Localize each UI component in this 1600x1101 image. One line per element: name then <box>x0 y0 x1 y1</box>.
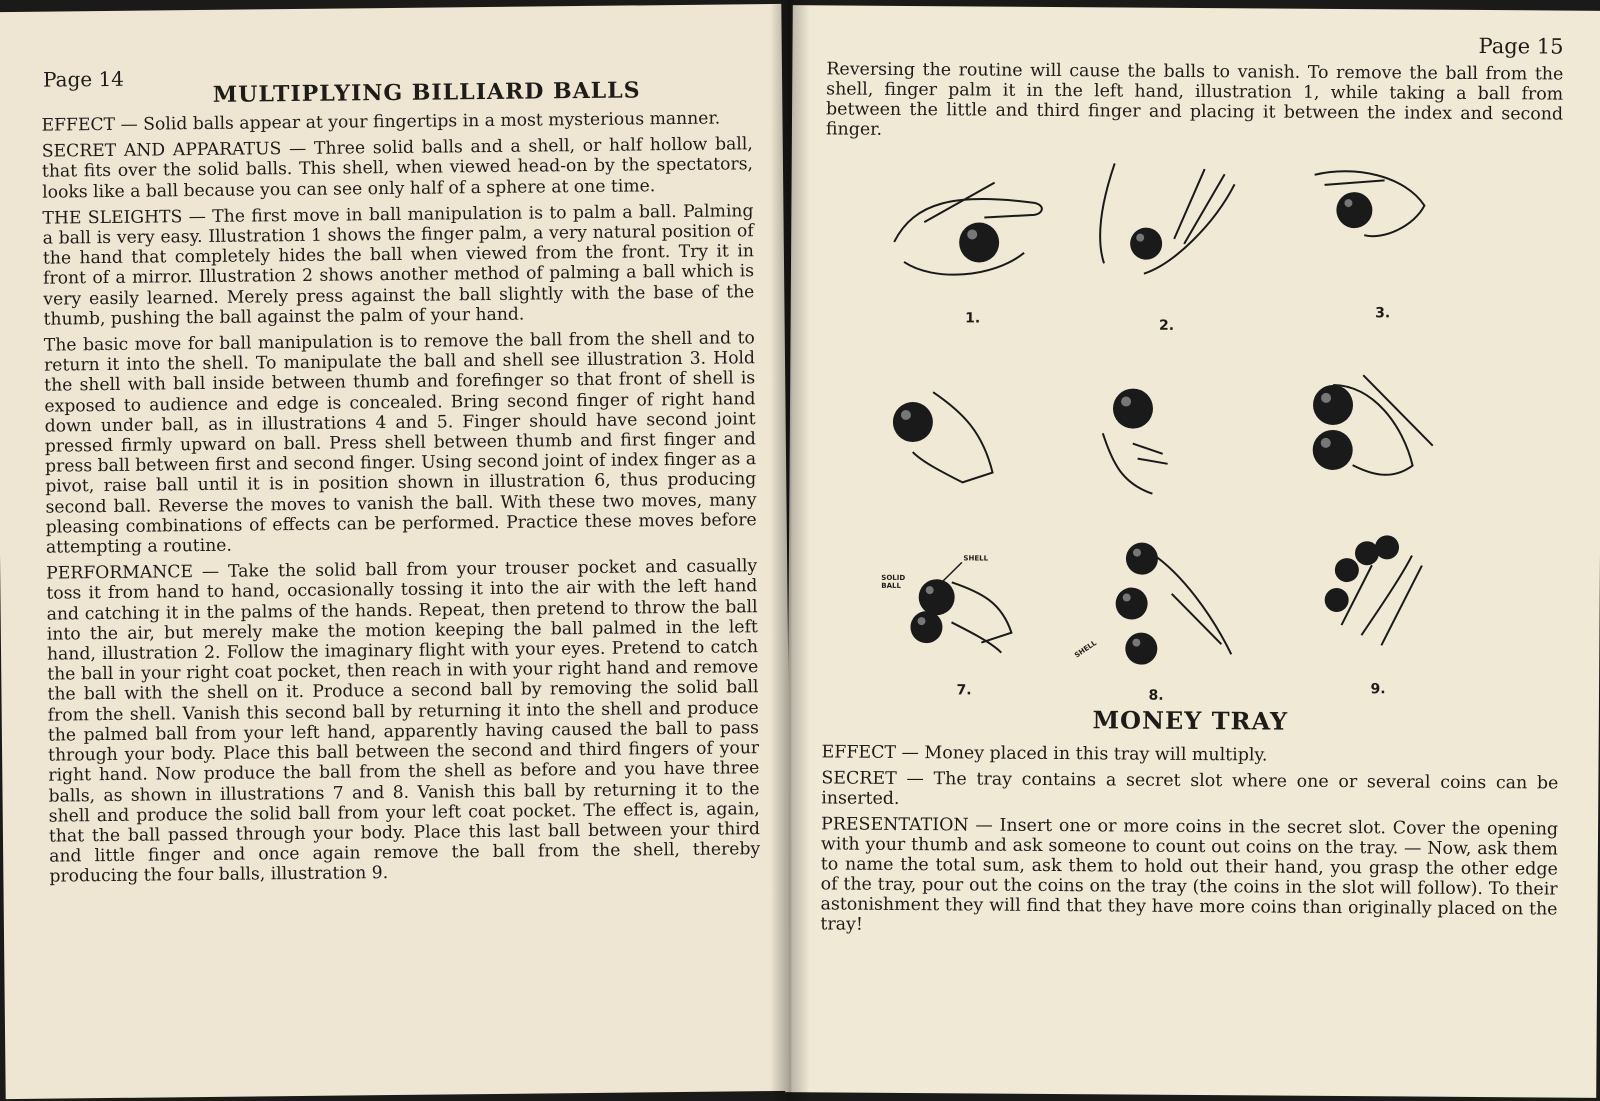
hand-ball-raise-icon <box>1082 363 1263 514</box>
paragraph-secret-apparatus: SECRET AND APPARATUS — Three solid balls and a shell, or half hollow ball, that fits over the solid balls. This shell, when viewed head-on by the spectators, looks like a ball because you can see only half of a sphere at one time. <box>41 134 754 203</box>
hand-two-balls-icon <box>1292 365 1473 516</box>
hand-solid-ball-shell-icon <box>881 542 1062 693</box>
illustration-label-3: 3. <box>1375 305 1391 322</box>
hand-three-balls-icon <box>1081 533 1262 684</box>
title-money-tray: MONEY TRAY <box>1092 705 1289 736</box>
right-page <box>785 5 1600 1098</box>
illustration-callout-shell-8: SHELL <box>1072 638 1098 660</box>
illustration-label-2: 2. <box>1159 317 1175 334</box>
illustration-label-7: 7. <box>956 682 972 699</box>
illustration-label-9: 9. <box>1370 681 1386 698</box>
left-page <box>0 4 793 1099</box>
illustrations-grid <box>870 162 1514 766</box>
hand-shell-grip-icon <box>1293 145 1474 296</box>
paragraph-tray-effect: EFFECT — Money placed in this tray will multiply. <box>821 742 1268 766</box>
paragraph-tray-secret: SECRET — The tray contains a secret slot where one or several coins can be inserted. <box>821 768 1559 809</box>
hand-four-balls-icon <box>1291 525 1472 676</box>
paragraph-reversing: Reversing the routine will cause the balls to vanish. To remove the ball from the shell, finger palm it in the left hand, illustration 1, while taking a ball from between the little and third finger and placing it between the index and second finger. <box>825 59 1564 140</box>
illustration-callout-solid-ball: SOLID BALL <box>881 573 906 590</box>
paragraph-sleights: THE SLEIGHTS — The first move in ball manipulation is to palm a ball. Palming a ball is very easy. Illustration 1 shows the finger palm, a very natural position of the hand that completely hides the ball when viewed from the front. Try it in front of a mirror. Illustration 2 shows another method of palming a ball which is very easily learned. Merely press against the ball slightly with the base of the thumb, pushing the ball against the palm of your hand. <box>42 201 755 330</box>
page-number-15: Page 15 <box>1478 33 1564 59</box>
title-multiplying-billiard-balls: MULTIPLYING BILLIARD BALLS <box>212 77 641 108</box>
hand-ball-finger-icon <box>872 372 1053 523</box>
illustration-callout-shell: SHELL <box>963 554 989 563</box>
hand-thumb-palm-icon <box>1083 153 1264 304</box>
page-number-14: Page 14 <box>42 66 125 92</box>
illustration-label-1: 1. <box>965 310 981 327</box>
hand-finger-palm-icon <box>883 162 1064 313</box>
paragraph-tray-presentation: PRESENTATION — Insert one or more coins in the secret slot. Cover the opening with your thumb and ask someone to count out coins on the tray. — Now, ask them to name the total sum, ask them to hold out their hand, you grasp the other edge of the tray, pour out the coins on the tray (the coins in the slot will follow). To their astonishment they will find that they have more coins than originally placed on the tray! <box>820 814 1559 935</box>
paragraph-performance: PERFORMANCE — Take the solid ball from your trouser pocket and casually toss it from hand to hand, occasionally tossing it into the air with the left hand and catching it in the palms of the hands. Repeat, then pretend to throw the ball into the air, but merely make the motion keeping the ball palmed in the left hand, illustration 2. Follow the imaginary flight with your eyes. Pretend to catch the ball in your right coat pocket, then reach in with your right hand and remove the ball with the shell on it. Produce a second ball by removing the solid ball from the shell. Vanish this second ball by returning it into the shell and produce the palmed ball from your left hand, apparently having caused the ball to pass through your body. Place this ball between the second and third fingers of your right hand. Now produce the ball from the shell as before and you have three balls, as shown in illustrations 7 and 8. Vanish this ball by returning it to the shell and produce the solid ball from your left coat pocket. The effect is, again, that the ball passed through your body. Place this last ball between your third and little finger and once again remove the ball from the shell, thereby producing the four balls, illustration 9. <box>46 556 761 887</box>
paragraph-effect: EFFECT — Solid balls appear at your fingertips in a most mysterious manner. <box>41 108 721 136</box>
paragraph-basic-move: The basic move for ball manipulation is to remove the ball from the shell and to return it into the shell. To manipulate the ball and shell see illustration 3. Hold the shell with ball inside between thumb and forefinger so that front of shell is exposed to audience and edge is concealed. Bring second finger of right hand down under ball, as in illustrations 4 and 5. Finger should have second joint pressed firmly upward on ball. Press shell between thumb and first finger and press ball between first and second finger. Using second joint of index finger as a pivot, raise ball until it is in position shown in illustration 6, thus producing second ball. Reverse the moves to vanish the ball. With these two moves, many pleasing combinations of effects can be performed. Practice these moves before attempting a routine. <box>43 328 757 558</box>
illustration-label-8: 8. <box>1148 687 1164 704</box>
